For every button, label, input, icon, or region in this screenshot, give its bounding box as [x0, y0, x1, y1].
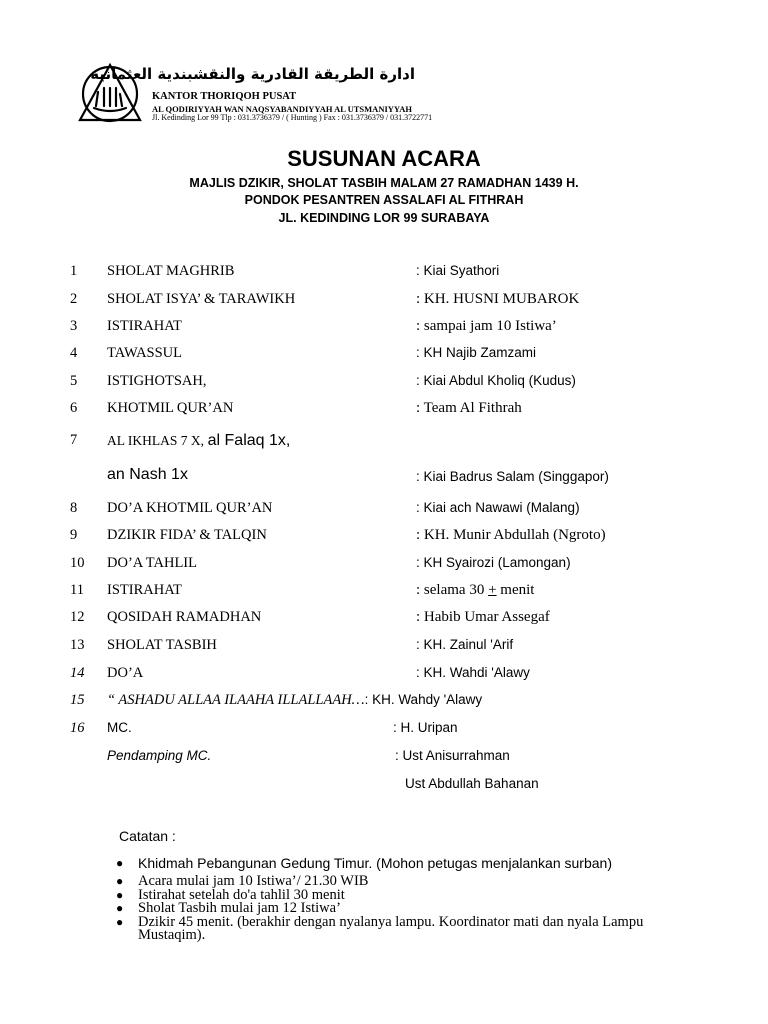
- agenda-row: [0, 263, 768, 285]
- agenda-activity: SHOLAT ISYA’ & TARAWIKH: [107, 291, 296, 307]
- list-item: [112, 855, 712, 871]
- bullet-icon: ●: [116, 874, 124, 888]
- note-text: Istirahat setelah do'a tahlil 30 menit: [138, 886, 345, 903]
- agenda-person: : sampai jam 10 Istiwa’: [416, 318, 557, 334]
- agenda-number: 12: [70, 609, 85, 625]
- agenda-person: : KH. Munir Abdullah (Ngroto): [416, 527, 606, 543]
- bullet-icon: ●: [116, 856, 124, 870]
- agenda-person: : Habib Umar Assegaf: [416, 609, 550, 625]
- letterhead-office: KANTOR THORIQOH PUSAT: [152, 91, 297, 102]
- agenda-row: [0, 373, 768, 395]
- agenda-activity-part: AL IKHLAS 7 X,: [107, 433, 204, 448]
- agenda-number: 1: [70, 263, 78, 279]
- note-text: Sholat Tasbih mulai jam 12 Istiwa’: [138, 900, 341, 916]
- letterhead-address: Jl. Kedinding Lor 99 Tlp : 031.3736379 / ( Hunting ) Fax : 031.3736379 / 031.3722771: [152, 113, 433, 122]
- agenda-row: [0, 748, 768, 770]
- agenda-row: [0, 318, 768, 340]
- notes-list: [112, 855, 712, 943]
- agenda-activity: DO’A KHOTMIL QUR’AN: [107, 500, 273, 516]
- agenda-activity: KHOTMIL QUR’AN: [107, 400, 234, 416]
- agenda-activity: TAWASSUL: [107, 345, 183, 361]
- agenda-number: 10: [70, 555, 85, 571]
- note-text: Acara mulai jam 10 Istiwa’/ 21.30 WIB: [138, 873, 369, 889]
- agenda-person: : KH Najib Zamzami: [416, 345, 537, 360]
- agenda-number: 15: [70, 692, 85, 708]
- agenda-person-part: menit: [496, 582, 535, 598]
- subtitle-line-3: JL. KEDINDING LOR 99 SURABAYA: [278, 211, 490, 225]
- agenda-row: [0, 500, 768, 522]
- agenda-person: : Kiai Badrus Salam (Singgapor): [416, 469, 609, 484]
- agenda-row: [0, 637, 768, 659]
- agenda-activity: [107, 432, 290, 450]
- agenda-row: [0, 432, 768, 454]
- agenda-person: [416, 582, 534, 599]
- agenda-number: 4: [70, 345, 78, 361]
- agenda-row: [0, 400, 768, 422]
- agenda-person: : Kiai Abdul Kholiq (Kudus): [416, 373, 576, 388]
- agenda-activity: QOSIDAH RAMADHAN: [107, 609, 262, 625]
- agenda-number: 6: [70, 400, 78, 416]
- agenda-person: : Team Al Fithrah: [416, 400, 522, 416]
- letterhead-arabic-name: ادارة الطريقة القادرية والنقشبندية العثمانية: [90, 65, 415, 83]
- agenda-number: 14: [70, 665, 85, 681]
- agenda-row: [0, 291, 768, 313]
- agenda-row: [0, 466, 768, 488]
- agenda-person: : Ust Anisurrahman: [395, 748, 510, 763]
- agenda-number: 11: [70, 582, 84, 598]
- agenda-row: [0, 345, 768, 367]
- agenda-person: : KH. Zainul 'Arif: [416, 637, 514, 652]
- agenda-number: 13: [70, 637, 85, 653]
- agenda-activity-part: al Falaq 1x,: [207, 432, 291, 449]
- agenda-activity: SHOLAT MAGHRIB: [107, 263, 235, 279]
- agenda-number: 7: [70, 432, 78, 448]
- agenda-number: 3: [70, 318, 78, 334]
- agenda-row: [0, 692, 768, 714]
- agenda-row: [0, 555, 768, 577]
- agenda-activity: ISTIRAHAT: [107, 318, 182, 334]
- letterhead-order: AL QODIRIYYAH WAN NAQSYABANDIYYAH AL UTSMANIYYAH: [152, 104, 413, 114]
- bullet-icon: ●: [116, 914, 124, 929]
- agenda-row: [0, 582, 768, 604]
- agenda-row: [0, 776, 768, 798]
- agenda-number: 2: [70, 291, 78, 307]
- agenda-person: : KH Syairozi (Lamongan): [416, 555, 571, 570]
- list-item: [112, 913, 712, 943]
- agenda-person: : Kiai ach Nawawi (Malang): [416, 500, 580, 515]
- agenda-activity: MC.: [107, 720, 132, 735]
- agenda-person: : KH. Wahdi 'Alawy: [416, 665, 530, 680]
- agenda-activity: ISTIGHOTSAH,: [107, 373, 207, 389]
- agenda-person: : KH. Wahdy 'Alawy: [364, 692, 483, 707]
- agenda-activity: DZIKIR FIDA’ & TALQIN: [107, 527, 267, 543]
- agenda-activity: DO’A: [107, 665, 144, 681]
- agenda-person: : H. Uripan: [393, 720, 458, 735]
- plus-minus-sign: +: [488, 582, 497, 598]
- agenda-activity-text: “ ASHADU ALLAA ILAAHA ILLALLAAH…: [107, 692, 365, 708]
- subtitle-line-1: MAJLIS DZIKIR, SHOLAT TASBIH MALAM 27 RAMADHAN 1439 H.: [189, 176, 579, 190]
- agenda-activity: ISTIRAHAT: [107, 582, 182, 598]
- notes-title: Catatan :: [119, 828, 176, 844]
- agenda-number: 9: [70, 527, 78, 543]
- agenda-activity: DO’A TAHLIL: [107, 555, 197, 571]
- agenda-row: [0, 609, 768, 631]
- agenda-row: [0, 720, 768, 742]
- agenda-number: 8: [70, 500, 78, 516]
- document-title: SUSUNAN ACARA: [287, 146, 481, 171]
- note-text: Dzikir 45 menit. (berakhir dengan nyalanya lampu. Koordinator mati dan nyala Lampu Mustaqim).: [138, 913, 644, 943]
- agenda-row: [0, 665, 768, 687]
- agenda-activity: an Nash 1x: [107, 466, 188, 483]
- bullet-icon: ●: [116, 901, 124, 915]
- note-text: Khidmah Pebangunan Gedung Timur. (Mohon petugas menjalankan surban): [138, 855, 612, 871]
- agenda-activity: SHOLAT TASBIH: [107, 637, 217, 653]
- agenda-person: Ust Abdullah Bahanan: [405, 776, 539, 791]
- bullet-icon: ●: [116, 887, 124, 902]
- agenda-person-part: : selama 30: [416, 582, 489, 598]
- agenda-row: [0, 527, 768, 549]
- agenda-number: 16: [70, 720, 85, 736]
- agenda-person: : KH. HUSNI MUBAROK: [416, 291, 580, 307]
- agenda-activity: Pendamping MC.: [107, 748, 212, 763]
- agenda-number: 5: [70, 373, 78, 389]
- subtitle-line-2: PONDOK PESANTREN ASSALAFI AL FITHRAH: [244, 193, 524, 207]
- agenda-activity: [107, 692, 482, 709]
- agenda-person: : Kiai Syathori: [416, 263, 500, 278]
